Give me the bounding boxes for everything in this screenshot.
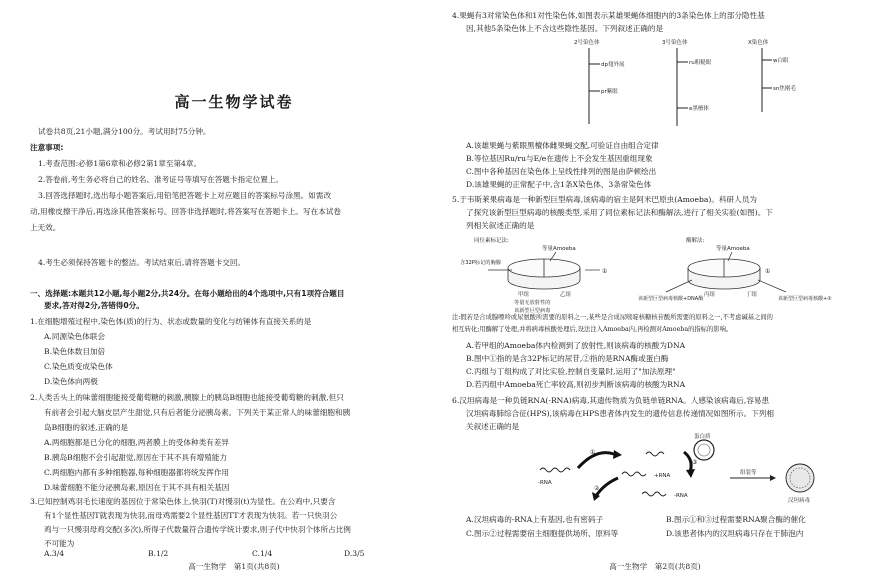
amoeba-label-2: 等量Amoeba — [716, 246, 750, 252]
chr2-label: 2号染色体 — [574, 40, 600, 46]
q6-option-d: D.该患者体内的汉坦病毒只存在于肺泡内 — [666, 529, 804, 538]
q1-option-d: D.染色体向两极 — [44, 377, 98, 386]
q6-stem-3: 关叙述正确的是 — [466, 422, 520, 431]
q2-stem-1: 2.人类舌头上的味蕾细胞能接受葡萄糖的刺激,胰腺上的胰岛B细胞也能接受葡萄糖的刺激,但只 — [30, 393, 344, 402]
exam-info: 试卷共8页,21小题,满分100分。考试用时75分钟。 — [38, 127, 211, 136]
q2-option-a: A.两细胞都是已分化的细胞,两者膜上的受体种类有差异 — [44, 438, 229, 447]
q3-stem-2: 有1个显性基因T就表现为快羽,而母鸡需要2个显性基因TT才表现为快羽。若一只快羽公 — [44, 511, 338, 520]
q3-stem-4: 不可能为 — [44, 539, 75, 548]
q3-option-a: A.3/4 — [44, 549, 65, 558]
q5-option-a: A.若甲组的Amoeba体内检测到了放射性,则该病毒的核酸为DNA — [466, 341, 686, 350]
q4-option-d: D.该雄果蝇的正常配子中,含1条X染色体、3条常染色体 — [466, 180, 652, 189]
medium-label: 含32P标记的胸腺 — [460, 260, 501, 266]
chrx-label: X染色体 — [748, 40, 769, 46]
gene-ru: ru粗糙眼 — [689, 60, 712, 66]
neg-rna-label-2: -RNA — [674, 493, 688, 499]
experiment-figure — [460, 234, 858, 314]
enzyme-label-1: 该新型巨型病毒核酸+DNA酶 — [638, 296, 704, 302]
q6-option-c: C.图示②过程需要宿主细胞提供场所、原料等 — [466, 529, 619, 538]
mark-1: ① — [602, 268, 608, 275]
virus-label-1: 等量无放射性的 — [514, 300, 551, 306]
q4-option-a: A.该雄果蝇与紫眼黑檀体雌果蝇交配,可验证自由组合定律 — [466, 141, 659, 150]
step-3-label: ③ — [692, 459, 698, 466]
q5-option-d: D.若丙组中Amoeba死亡率较高,则初步判断该病毒的核酸为RNA — [466, 380, 686, 389]
step-2-label: ② — [594, 485, 600, 492]
chromosome-figure — [562, 36, 796, 134]
q4-stem-2: 因,其他5条染色体上不含这些隐性基因。下列叙述正确的是 — [466, 24, 664, 33]
page-2 — [452, 0, 858, 577]
amoeba-label-1: 等量Amoeba — [542, 246, 576, 252]
q6-stem-2: 汉坦病毒肺综合征(HPS),该病毒在HPS患者体内发生的遗传信息传递情况如图所示。下列相 — [466, 409, 774, 418]
note-1: 1.考查范围:必修1第6章和必修2第1章至第4章。 — [38, 159, 202, 168]
mark-2: ① — [765, 268, 771, 275]
note-3-cont: 动,用橡皮擦干净后,再选涂其他答案标号。回答非选择题时,将答案写在答题卡上。写在本试卷 — [30, 207, 341, 216]
q3-option-c: C.1/4 — [252, 549, 273, 558]
dish-c-label: 丙组 — [704, 292, 716, 298]
enzyme-label-2: 该新型巨型病毒核酸+② — [778, 296, 832, 302]
q4-option-c: C.图中各种基因在染色体上呈线性排列的图是由萨顿绘出 — [466, 167, 657, 176]
page-2-footer: 高一生物学 第2页(共8页) — [609, 562, 701, 571]
q5-stem-2: 了探究该新型巨型病毒的核酸类型,采用了同位素标记法和酶解法,进行了相关实验(如图)。下 — [466, 208, 773, 217]
q5-stem-1: 5.于韦斯莱果病毒是一种新型巨型病毒,该病毒的宿主是阿米巴原虫(Amoeba)。科研人员为 — [452, 195, 757, 204]
q3-option-b: B.1/2 — [148, 549, 169, 558]
gene-dp: dp翅外展 — [601, 62, 625, 68]
q1-stem: 1.在细胞增殖过程中,染色体(质)的行为、状态或数量的变化与纺锤体有直接关系的是 — [30, 317, 312, 326]
q3-stem-3: 鸡与一只慢羽母鸡交配(多次),所得子代数量符合遗传学统计要求,则子代中快羽个体所占比例 — [44, 525, 351, 534]
hantavirus-label: 汉坦病毒 — [788, 498, 811, 504]
gene-w: w白眼 — [773, 58, 789, 64]
section-1-heading-cont: 要求,答对得2分,答错得0分。 — [44, 301, 144, 310]
note-4: 4.考生必须保持答题卡的整洁。考试结束后,请将答题卡交回。 — [38, 258, 246, 267]
virus-replication-figure — [534, 434, 834, 508]
dish-a-label: 甲组 — [518, 292, 530, 298]
gene-sn: sn焦刚毛 — [773, 86, 796, 92]
protein-label: 蛋白质 — [694, 434, 711, 440]
assemble-label: 组装等 — [740, 470, 757, 476]
note-3-end: 上无效。 — [30, 223, 61, 232]
q5-stem-3: 列相关叙述正确的是 — [466, 221, 535, 230]
q3-option-d: D.3/5 — [344, 549, 365, 558]
chr3-label: 3号染色体 — [662, 40, 688, 46]
q5-note-1: 注:假若是合成腺嘌呤或尿氨酸所需要的原料之一,某些是合成尿嘧啶核糖核苷酸所需要的原料之一,不考虑碱基之间的 — [452, 314, 773, 321]
q2-stem-2: 有前者会引起大脑皮层产生甜觉,只有后者能分泌胰岛素。下列关于某正常人的味蕾细胞和胰 — [44, 408, 351, 417]
q4-stem-1: 4.果蝇有3对常染色体和1对性染色体,如图表示某雄果蝇体细胞内的3条染色体上的部分隐性基 — [452, 11, 765, 20]
page-1-footer: 高一生物学 第1页(共8页) — [188, 562, 280, 571]
q1-option-b: B.染色体数目加倍 — [44, 347, 106, 356]
q6-option-b: B.图示①和③过程需要RNA聚合酶的催化 — [666, 515, 806, 524]
note-2: 2.答卷前,考生务必将自己的姓名、准考证号等填写在答题卡指定位置上。 — [38, 175, 284, 184]
q3-stem-1: 3.已知控制鸡羽毛长速度的基因位于常染色体上,快羽(T)对慢羽(t)为显性。在公鸡中,只要含 — [30, 497, 336, 506]
q6-option-a: A.汉坦病毒的-RNA上有基因,也有密码子 — [466, 515, 604, 524]
pos-rna-label: +RNA — [654, 473, 671, 479]
page-1 — [30, 0, 438, 577]
method-isotope-label: 同位素标记法: — [474, 238, 509, 244]
gene-pr: pr紫眼 — [601, 89, 618, 95]
section-1-heading: 一、选择题:本题共12小题,每小题2分,共24分。在每小题给出的4个选项中,只有1项符合题目 — [30, 289, 345, 298]
dish-d-label: 丁组 — [746, 292, 758, 298]
q2-stem-3: 岛B细胞的叙述,正确的是 — [44, 423, 128, 432]
gene-e: e黑檀体 — [689, 106, 709, 112]
exam-title: 高一生物学试卷 — [174, 93, 294, 111]
q2-option-d: D.味蕾细胞不能分泌胰岛素,原因在于其不具有相关基因 — [44, 483, 230, 492]
q2-option-c: C.两细胞内都有多种细胞器,每种细胞器都将统发挥作用 — [44, 468, 230, 477]
q5-option-c: C.丙组与丁组构成了对比实验,控制自变量时,运用了"加法原理" — [466, 367, 676, 376]
q4-option-b: B.等位基因Ru/ru与E/e在遗传上不会发生基因重组现象 — [466, 154, 653, 163]
step-1-label: ① — [590, 449, 596, 456]
notes-heading: 注意事项: — [30, 143, 64, 152]
virus-label-2: 该新型巨型病毒 — [514, 308, 551, 314]
method-enzyme-label: 酶解法: — [686, 238, 705, 244]
neg-rna-label-1: -RNA — [538, 480, 552, 486]
q2-option-b: B.胰岛B细胞不会引起甜觉,原因在于其不具有增殖能力 — [44, 453, 228, 462]
q5-option-b: B.图中①指的是含32P标记的尿苷,②指的是RNA酶或蛋白酶 — [466, 354, 669, 363]
dish-b-label: 乙组 — [560, 292, 572, 298]
q5-note-2: 相互转化;用酶解了处理,并将病毒核酸处理后,设法注入Amoeba内,再检测对Amoeba的指标的影响。 — [452, 326, 733, 333]
q1-option-a: A.同源染色体联会 — [44, 332, 106, 341]
q6-stem-1: 6.汉坦病毒是一种负链RNA(-RNA)病毒,其遗传物质为负链单链RNA。人感染该病毒后,容易患 — [452, 396, 770, 405]
note-3: 3.回答选择题时,选出每小题答案后,用铅笔把答题卡上对应题目的答案标号涂黑。如需改 — [38, 191, 332, 200]
q1-option-c: C.染色质变成染色体 — [44, 362, 113, 371]
